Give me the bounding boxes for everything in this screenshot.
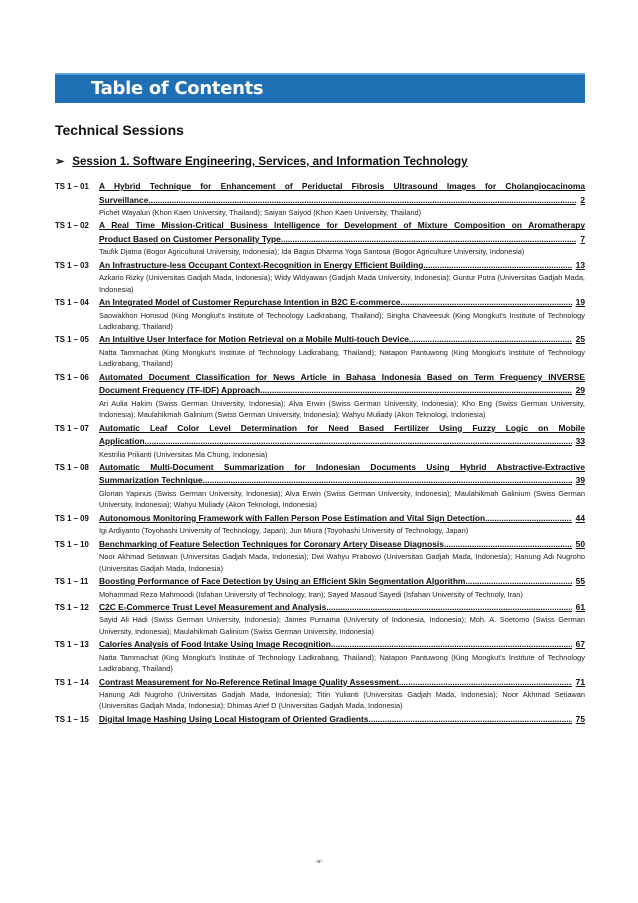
toc-entry[interactable] (55, 180, 585, 219)
entry-title-line[interactable]: A Hybrid Technique for Enhancement of Periductal Fibrosis Ultrasound Images for Cholangiocacinoma (99, 181, 585, 191)
dot-leader (331, 638, 572, 652)
entry-title[interactable]: Calories Analysis of Food Intake Using Image Recognition (99, 639, 331, 650)
dot-leader (203, 474, 572, 488)
session-title: Session 1. Software Engineering, Services, and Information Technology (72, 155, 468, 168)
dot-leader (399, 676, 572, 690)
dot-leader (145, 435, 572, 449)
entry-title[interactable]: Surveillance (99, 194, 149, 205)
entry-title-leader[interactable] (99, 575, 585, 589)
entry-page-number[interactable]: 39 (575, 475, 585, 486)
entry-authors: Natta Tammachat (King Mongkut's Institute of Technology Ladkrabang, Thailand); Natapon Pantuwong (King Mongkut's Institute of Technology Ladkrabang, Thailand) (99, 347, 585, 369)
entry-authors: Hanung Adi Nugroho (Universitas Gadjah Mada, Indonesia); Titin Yulianti (Universitas Gadjah Mada, Indonesia); Noor Akhmad Setiawan (Universitas Gadjah Mada, Indonesia); Dhimas Arief D (Universitas Gadjah Mada, Indonesia) (99, 690, 585, 711)
entry-title-leader[interactable] (99, 676, 585, 690)
entry-page-number[interactable]: 19 (575, 297, 585, 308)
entry-page-number[interactable]: 61 (575, 601, 585, 612)
entry-page-number[interactable]: 71 (575, 676, 585, 687)
entry-authors: Glorian Yapinus (Swiss German University, Indonesia); Alva Erwin (Swiss German University, Indonesia); Maulahikmah Galinium (Swiss German University, Indonesia); Wahyu Muliady (Akon Teknologi, Indonesia) (99, 488, 585, 510)
entry-code: TS 1 – 09 (55, 513, 89, 523)
entry-title-leader[interactable] (99, 384, 585, 398)
entry-title[interactable]: An Integrated Model of Customer Repurchase Intention in B2C E-commerce (99, 297, 401, 308)
entry-code: TS 1 – 10 (55, 539, 89, 549)
entry-code: TS 1 – 04 (55, 298, 89, 308)
entry-title[interactable]: An Infrastructure-less Occupant Context-Recognition in Energy Efficient Building (99, 259, 424, 270)
entry-title-leader[interactable] (99, 333, 585, 347)
entry-title-leader[interactable] (99, 435, 585, 449)
entry-authors: Sayid Ali Hadi (Swiss German University, Indonesia); James Purnama (University of Indonesia, Indonesia); Moh. A. Soetomo (Swiss German University, Indonesia); Maulahikmah Galinium (Swiss German University, Indonesia) (99, 615, 585, 636)
toc-entry[interactable] (55, 259, 585, 296)
entry-title[interactable]: An Intuitive User Interface for Motion Retrieval on a Mobile Multi-touch Device (99, 334, 409, 345)
entry-title-leader[interactable] (99, 601, 585, 615)
entry-title-leader[interactable] (99, 638, 585, 652)
toc-entry[interactable] (55, 638, 585, 675)
entry-page-number[interactable]: 2 (580, 194, 585, 205)
entry-title[interactable]: Contrast Measurement for No-Reference Retinal Image Quality Assessment (99, 676, 399, 687)
arrow-bullet-icon: ➢ (55, 155, 65, 168)
entry-title-leader[interactable] (99, 474, 585, 488)
toc-entry[interactable] (55, 461, 585, 512)
toc-entry[interactable] (55, 371, 585, 422)
entry-authors: Igi Ardiyanto (Toyohashi University of Technology, Japan); Jun Miura (Toyohashi University of Technology, Japan) (99, 526, 469, 536)
toc-entry[interactable] (55, 676, 585, 713)
entry-title-leader[interactable] (99, 194, 585, 208)
toc-entry[interactable] (55, 601, 585, 638)
entry-code: TS 1 – 03 (55, 260, 89, 270)
dot-leader (409, 333, 572, 347)
entry-title[interactable]: Product Based on Customer Personality Type (99, 233, 281, 244)
toc-entry[interactable] (55, 512, 585, 538)
entry-authors: Noor Akhmad Setiawan (Universitas Gadjah Mada, Indonesia); Dwi Wahyu Prabowo (Universitas Gadjah Mada, Indonesia); Hanung Adi Nugroho (Universitas Gadjah Mada, Indonesia) (99, 552, 585, 573)
entry-page-number[interactable]: 33 (575, 436, 585, 447)
entry-title-line[interactable]: Automatic Leaf Color Level Determination for Need Based Fertilizer Using Fuzzy Logic on Mobile (99, 422, 585, 433)
entry-title-leader[interactable] (99, 538, 585, 552)
entry-title[interactable]: Summarization Technique (99, 475, 203, 486)
toc-entry[interactable] (55, 333, 585, 370)
toc-entry[interactable] (55, 219, 585, 258)
dot-leader (281, 233, 577, 247)
dot-leader (401, 296, 572, 310)
entry-page-number[interactable]: 25 (575, 334, 585, 345)
entry-authors: Ari Aulia Hakim (Swiss German University, Indonesia); Alva Erwin (Swiss German University, Indonesia); Kho Eng (Swiss German University, Indonesia); Maulahikmah Galinium (Swiss German University, Indonesia); Wahyu Muliady (Akon Teknologi, Indonesia) (99, 398, 585, 420)
entry-title-line[interactable]: A Real Time Mission-Critical Business Intelligence for Development of Mixture Composition on Aromatherapy (99, 220, 585, 231)
dot-leader (444, 538, 572, 552)
dot-leader (465, 575, 571, 589)
entry-code: TS 1 – 07 (55, 423, 89, 433)
toc-entry[interactable] (55, 296, 585, 333)
entry-authors: Pichet Wayalun (Khon Kaen University, Thailand); Saiyan Saiyod (Khon Kaen University, Thailand) (99, 208, 422, 217)
entry-page-number[interactable]: 67 (575, 639, 585, 650)
entry-code: TS 1 – 13 (55, 640, 89, 650)
toc-entry[interactable] (55, 575, 585, 601)
entry-code: TS 1 – 11 (55, 577, 89, 586)
entry-title[interactable]: Digital Image Hashing Using Local Histogram of Oriented Gradients (99, 713, 369, 724)
entry-code: TS 1 – 08 (55, 462, 89, 472)
entry-title-leader[interactable] (99, 259, 585, 273)
entry-title-leader[interactable] (99, 713, 585, 727)
entry-code: TS 1 – 02 (55, 221, 89, 231)
entry-title[interactable]: Boosting Performance of Face Detection by Using an Efficient Skin Segmentation Algorithm (99, 576, 466, 586)
entry-title[interactable]: Autonomous Monitoring Framework with Fallen Person Pose Estimation and Vital Sign Detection (99, 512, 486, 523)
entry-authors: Mohammad Reza Mahmoodi (Isfahan University of Technology, Iran); Sayed Masoud Sayedi (Isfahan University of Technoly, Iran) (99, 589, 523, 599)
banner-title: Table of Contents (91, 78, 264, 99)
toc-entry[interactable] (55, 538, 585, 575)
section-title: Technical Sessions (55, 122, 184, 138)
entry-authors: Natta Tammachat (King Mongkut's Institute of Technology Ladkrabang, Thailand); Natapon Pantuwong (King Mongkut's Institute of Technology Ladkrabang, Thailand) (99, 652, 585, 674)
entry-page-number[interactable]: 29 (575, 385, 585, 396)
entry-title[interactable]: Application (99, 436, 145, 447)
toc-entry-list (55, 180, 585, 726)
entry-authors: Azkario Rizky (Universitas Gadjah Mada, Indonesia); Widy Widyawan (Gadjah Mada University, Indonesia); Guntur Putra (Universitas Gadjah Mada, Indonesia) (99, 273, 585, 294)
toc-entry[interactable] (55, 713, 585, 727)
entry-code: TS 1 – 15 (55, 714, 89, 724)
entry-authors: Saowakhon Homsud (King Mongkut's Institute of Technology Ladkrabang, Thailand); Singha Chaveesuk (King Mongkut's Institute of Technology Ladkrabang, Thailand) (99, 310, 585, 332)
entry-title[interactable]: Document Frequency (TF-IDF) Approach (99, 385, 261, 396)
entry-code: TS 1 – 14 (55, 677, 89, 687)
dot-leader (148, 194, 576, 208)
entry-code: TS 1 – 12 (55, 602, 89, 612)
dot-leader (423, 259, 571, 273)
page-number: -v- (315, 858, 323, 865)
toc-entry[interactable] (55, 422, 585, 461)
entry-code: TS 1 – 06 (55, 372, 89, 382)
entry-page-number[interactable]: 75 (575, 713, 585, 724)
toc-banner (55, 73, 585, 103)
session-heading (55, 154, 585, 168)
entry-page-number[interactable]: 55 (575, 576, 585, 586)
entry-title-line[interactable]: Automated Document Classification for News Article in Bahasa Indonesia Based on Term Frequency INVERSE (99, 371, 585, 382)
entry-page-number[interactable]: 50 (575, 538, 585, 549)
entry-title[interactable]: C2C E-Commerce Trust Level Measurement and Analysis (99, 601, 327, 612)
entry-page-number[interactable]: 7 (580, 233, 585, 244)
entry-page-number[interactable]: 13 (575, 259, 585, 270)
entry-page-number[interactable]: 44 (575, 512, 585, 523)
entry-code: TS 1 – 01 (55, 182, 89, 191)
entry-title-leader[interactable] (99, 296, 585, 310)
entry-authors: Kestrilia Prilianti (Universitas Ma Chung, Indonesia) (99, 449, 268, 459)
dot-leader (485, 512, 572, 526)
entry-title-leader[interactable] (99, 512, 585, 526)
dot-leader (260, 384, 572, 398)
entry-code: TS 1 – 05 (55, 335, 89, 345)
entry-authors: Taufik Djatna (Bogor Agricultural University, Indonesia); Ida Bagus Dharma Yoga Santosa (Bogor Agriculture University, Indonesia) (99, 247, 525, 257)
entry-title[interactable]: Benchmarking of Feature Selection Techniques for Coronary Artery Disease Diagnosis (99, 538, 444, 549)
entry-title-line[interactable]: Automatic Multi-Document Summarization for Indonesian Documents Using Hybrid Abstractive-Extractive (99, 461, 585, 472)
entry-title-leader[interactable] (99, 233, 585, 247)
dot-leader (326, 601, 571, 615)
dot-leader (368, 713, 571, 727)
